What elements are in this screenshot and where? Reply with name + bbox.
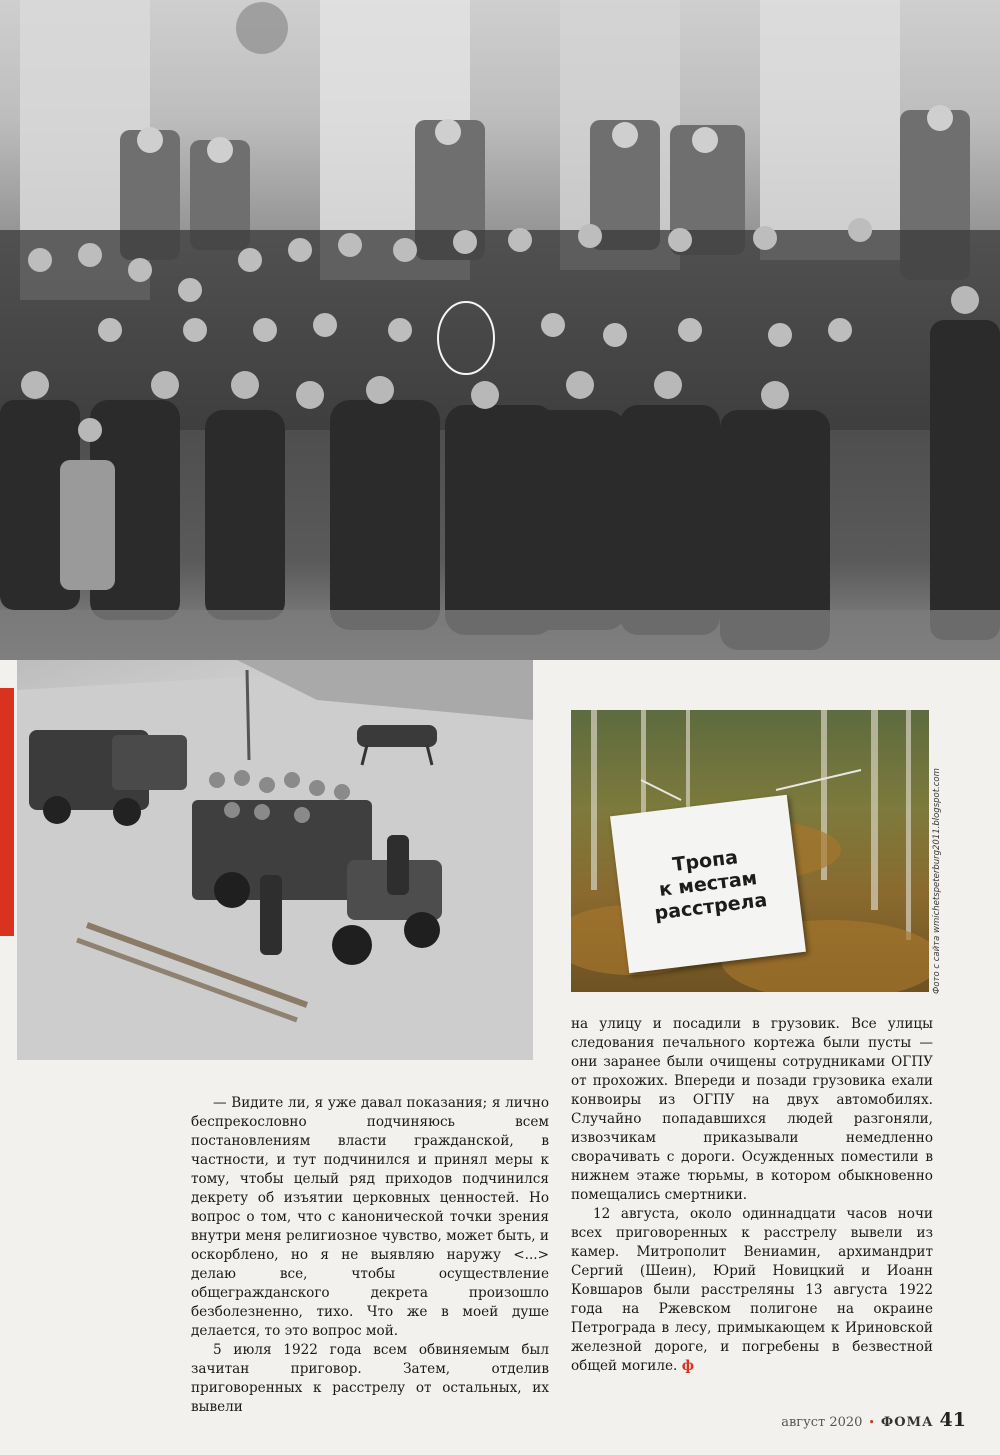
paragraph: — Видите ли, я уже давал показания; я лично беспрекословно подчиняюсь всем постановлениям власти гражданской, в частности, и тут подчинился и принял меры к тому, чтобы целый ряд приходов подчинился декрету об изъятии церковных ценностей. Но вопрос о том, что с канонической точки зрения внутри меня религиозное чувство, может быть, и оскорблено, но я не выявляю наружу <...> делаю все, чтобы осуществление общегражданского декрета произошло безболезненно, тихо. Что же в моей душе делается, то это вопрос мой. [191,1095,549,1339]
paragraph [571,1205,933,1376]
paragraph-text: 12 августа, около одиннадцати часов ночи всех приговоренных к расстрелу вывели из камер. Митрополит Вениамин, архимандрит Сергий (Шеин), Юрий Новицкий и Иоанн Ковшаров были расстреляны 13 августа 1922 года на Ржевском полигоне на окраине Петрограда в лесу, примыкающем к Ириновской железной дороге, и погребены в безвестной общей могиле. [571,1206,933,1374]
photo-credit: Фото с сайта wmichetspeterburg2011.blogspot.com [932,768,942,994]
footer-separator: • [868,1416,875,1429]
page-footer [781,1409,966,1431]
magazine-name: ФОМА [880,1415,934,1430]
forest-photo [571,710,929,992]
execution-path-sign [610,795,806,974]
red-accent-bar [0,688,14,936]
end-mark: ф [681,1358,694,1374]
street-photo [17,660,533,1060]
paragraph: 5 июля 1922 года всем обвиняемым был зачитан приговор. Затем, отделив приговоренных к расстрелу от остальных, их вывели [191,1342,549,1415]
group-photo-image [0,0,1000,660]
article-column-left [191,1094,549,1417]
street-photo-image [17,660,533,1060]
sign-text: Тропа к местам расстрела [653,845,769,925]
page-number: 41 [939,1409,966,1431]
paragraph: на улицу и посадили в грузовик. Все улицы следования печального кортежа были пусты — они заранее были очищены сотрудниками ОГПУ от прохожих. Впереди и позади грузовика ехали конвоиры из ОГПУ на двух автомобилях. Случайно попадавшихся людей разгоняли, извозчикам приказывали немедленно сворачивать с дороги. Осужденных поместили в нижнем этаже тюрьмы, в котором обыкновенно помещались смертники. [571,1016,933,1203]
article-column-right [571,1015,933,1376]
issue-date: август 2020 [781,1415,863,1430]
group-photo [0,0,1000,660]
